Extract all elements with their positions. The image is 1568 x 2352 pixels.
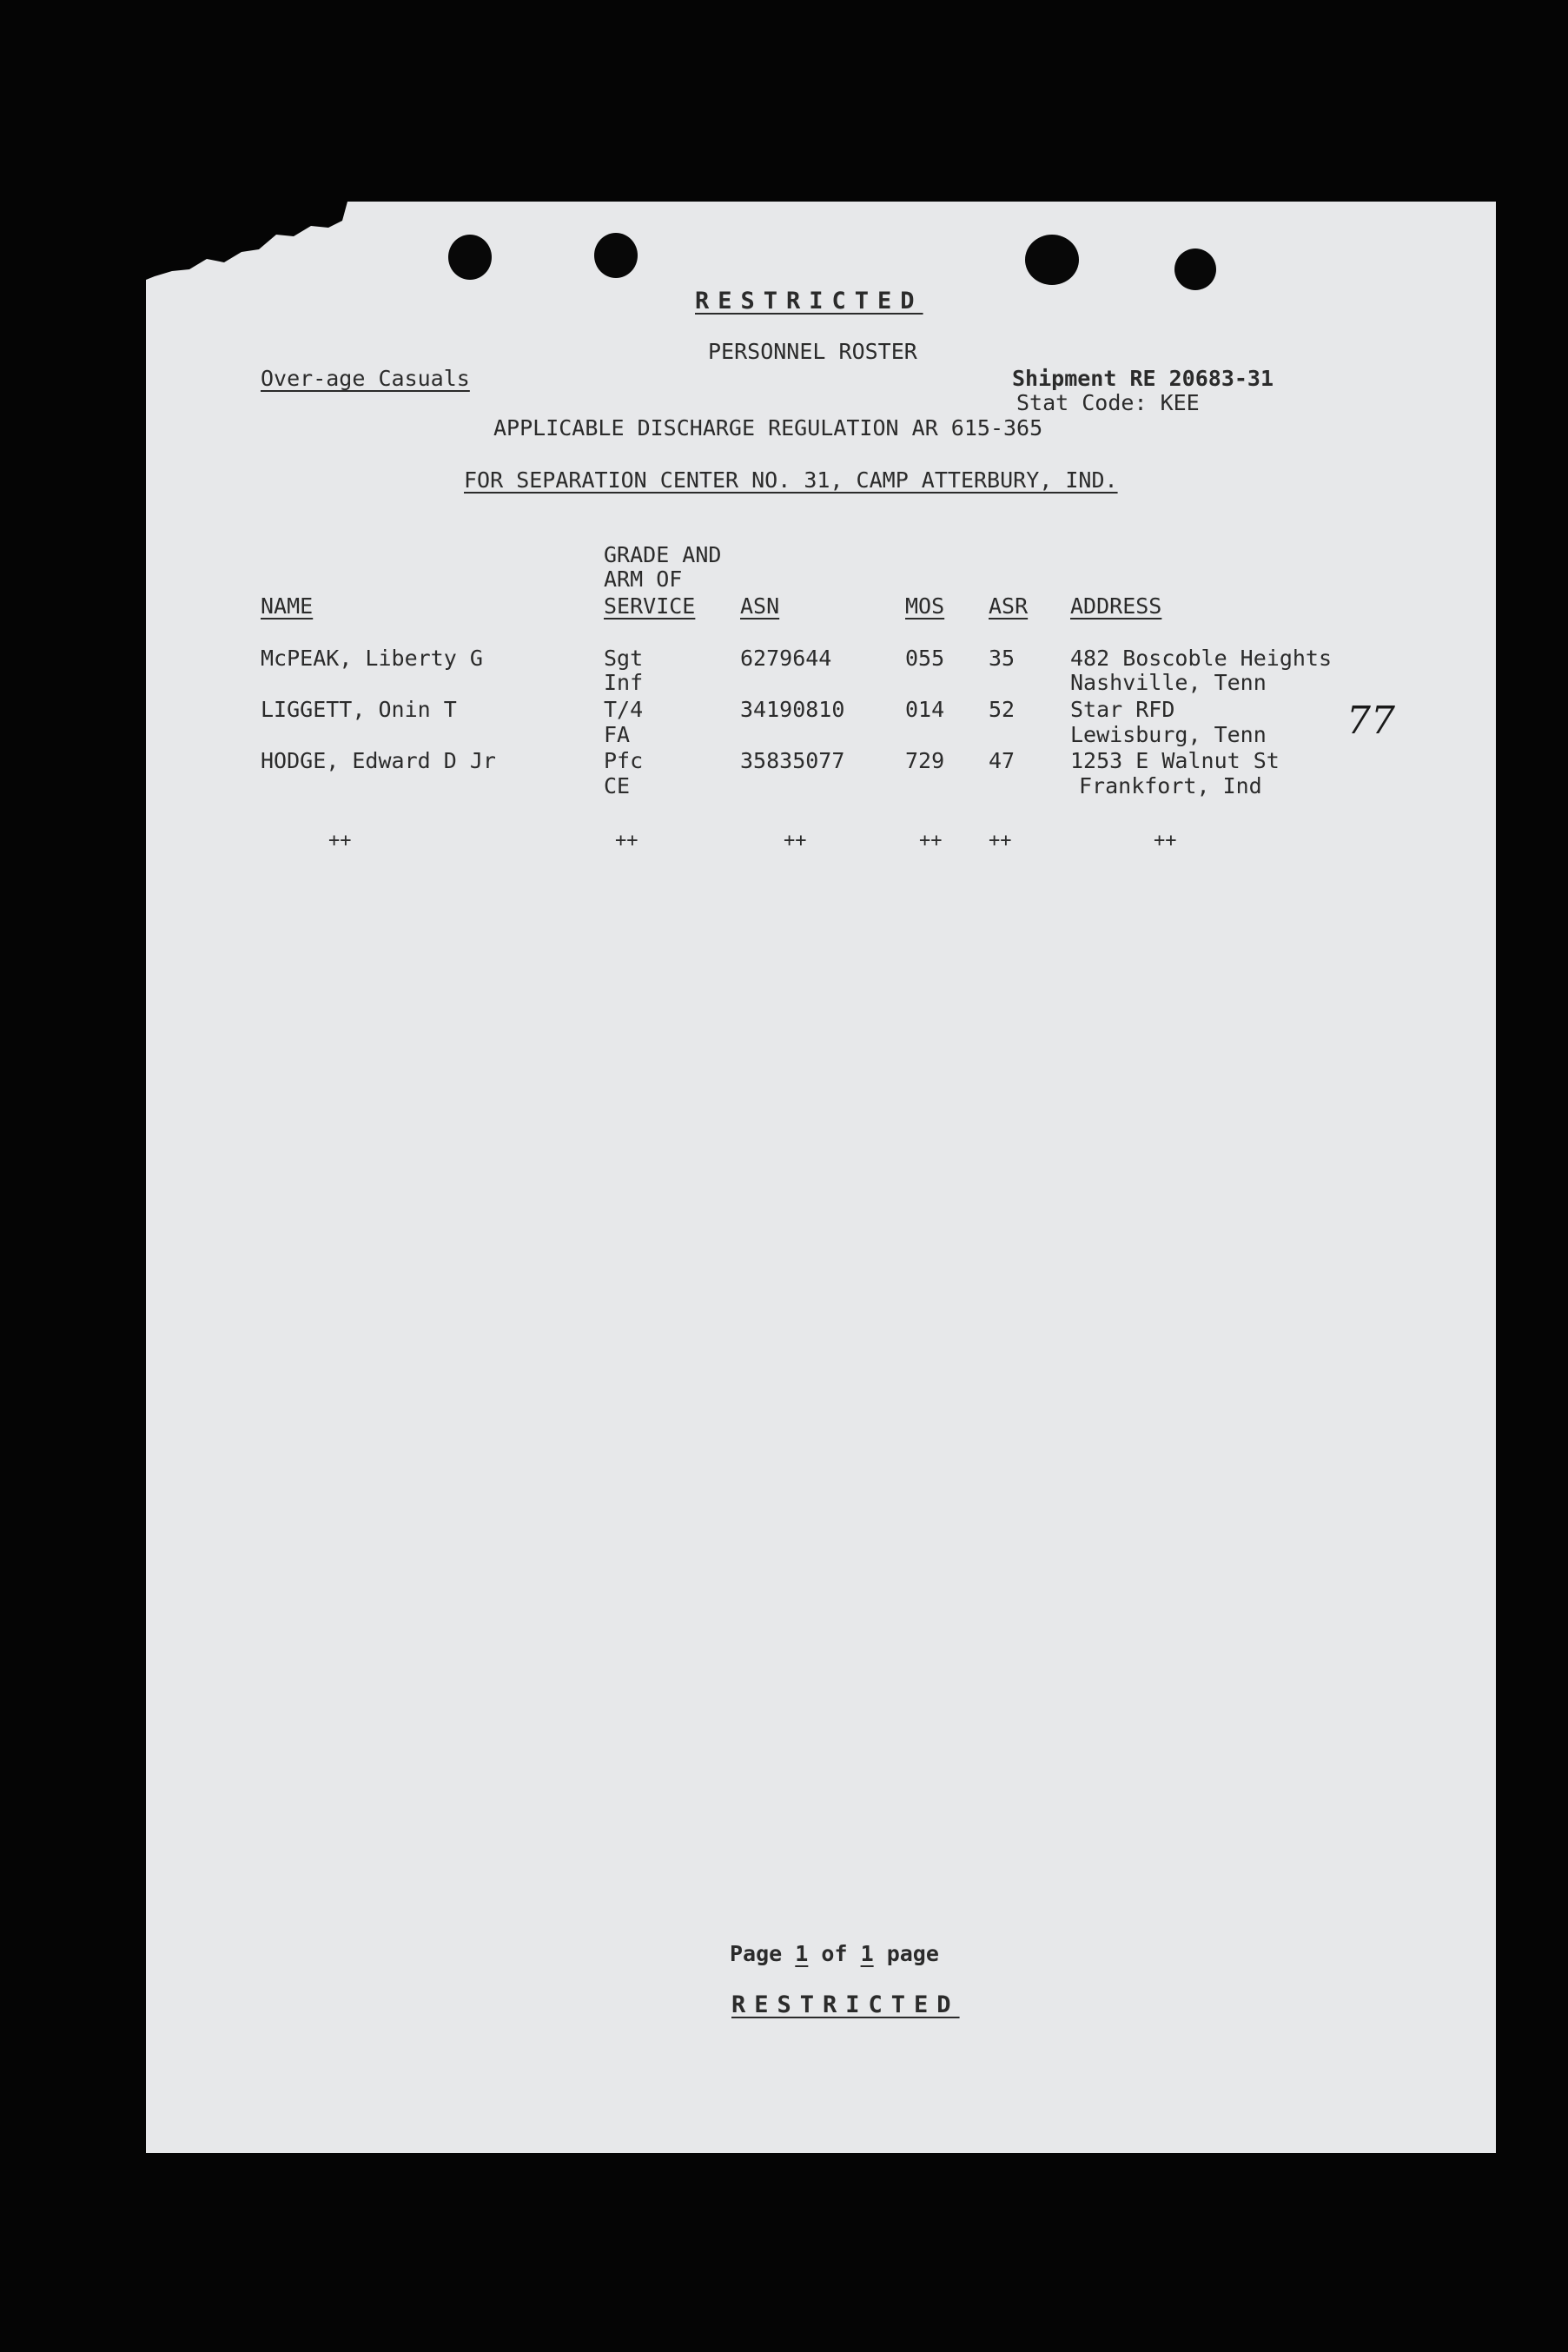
torn-corner (146, 202, 363, 280)
row-name: McPEAK, Liberty G (261, 646, 483, 671)
end-mark: ++ (919, 830, 943, 851)
end-mark: ++ (784, 830, 807, 851)
end-mark: ++ (1154, 830, 1177, 851)
document-page (146, 202, 1496, 2153)
header-grade-line3: SERVICE (604, 593, 696, 619)
end-mark: ++ (989, 830, 1012, 851)
row-asn: 34190810 (740, 697, 845, 722)
row-asr: 35 (989, 646, 1016, 671)
handwritten-number: 77 (1346, 699, 1395, 743)
shipment-number: Shipment RE 20683-31 (1012, 366, 1274, 391)
header-grade-line2: ARM OF (604, 566, 683, 592)
row-address-line2: Lewisburg, Tenn (1070, 722, 1267, 747)
row-address-line1: 1253 E Walnut St (1070, 748, 1280, 773)
row-asr: 52 (989, 697, 1016, 722)
row-asr: 47 (989, 748, 1016, 773)
page-current: 1 (795, 1941, 809, 1966)
end-mark: ++ (328, 830, 352, 851)
group-label: Over-age Casuals (261, 366, 470, 391)
separation-center: FOR SEPARATION CENTER NO. 31, CAMP ATTERBURY, IND. (464, 467, 1118, 493)
row-mos: 014 (905, 697, 945, 722)
header-asn: ASN (740, 593, 780, 619)
stat-code: Stat Code: KEE (1016, 390, 1200, 415)
row-address-line2: Nashville, Tenn (1070, 670, 1267, 695)
roster-title: PERSONNEL ROSTER (708, 339, 917, 364)
header-mos: MOS (905, 593, 945, 619)
row-address-line1: 482 Boscoble Heights (1070, 646, 1333, 671)
row-arm: FA (604, 722, 631, 747)
header-name: NAME (261, 593, 314, 619)
header-address: ADDRESS (1070, 593, 1162, 619)
punch-hole (1174, 248, 1216, 290)
row-asn: 35835077 (740, 748, 845, 773)
punch-hole (1025, 235, 1079, 285)
page-total: 1 (860, 1941, 874, 1966)
header-grade-line1: GRADE AND (604, 542, 722, 567)
punch-hole (448, 235, 492, 280)
page-label: Page (730, 1941, 783, 1966)
row-name: HODGE, Edward D Jr (261, 748, 496, 773)
row-grade: Pfc (604, 748, 644, 773)
row-mos: 055 (905, 646, 945, 671)
header-asr: ASR (989, 593, 1029, 619)
row-mos: 729 (905, 748, 945, 773)
row-grade: T/4 (604, 697, 644, 722)
row-address-line2: Frankfort, Ind (1079, 773, 1262, 798)
row-arm: CE (604, 773, 631, 798)
row-arm: Inf (604, 670, 644, 695)
page-suffix: page (886, 1941, 939, 1966)
row-grade: Sgt (604, 646, 644, 671)
page-of: of (821, 1941, 848, 1966)
row-address-line1: Star RFD (1070, 697, 1175, 722)
page-indicator (730, 1943, 939, 1964)
row-name: LIGGETT, Onin T (261, 697, 457, 722)
discharge-regulation: APPLICABLE DISCHARGE REGULATION AR 615-365 (493, 415, 1043, 441)
classification-header: RESTRICTED (695, 288, 923, 315)
end-mark: ++ (615, 830, 638, 851)
punch-hole (594, 233, 638, 278)
row-asn: 6279644 (740, 646, 832, 671)
classification-footer: RESTRICTED (731, 1991, 960, 2018)
